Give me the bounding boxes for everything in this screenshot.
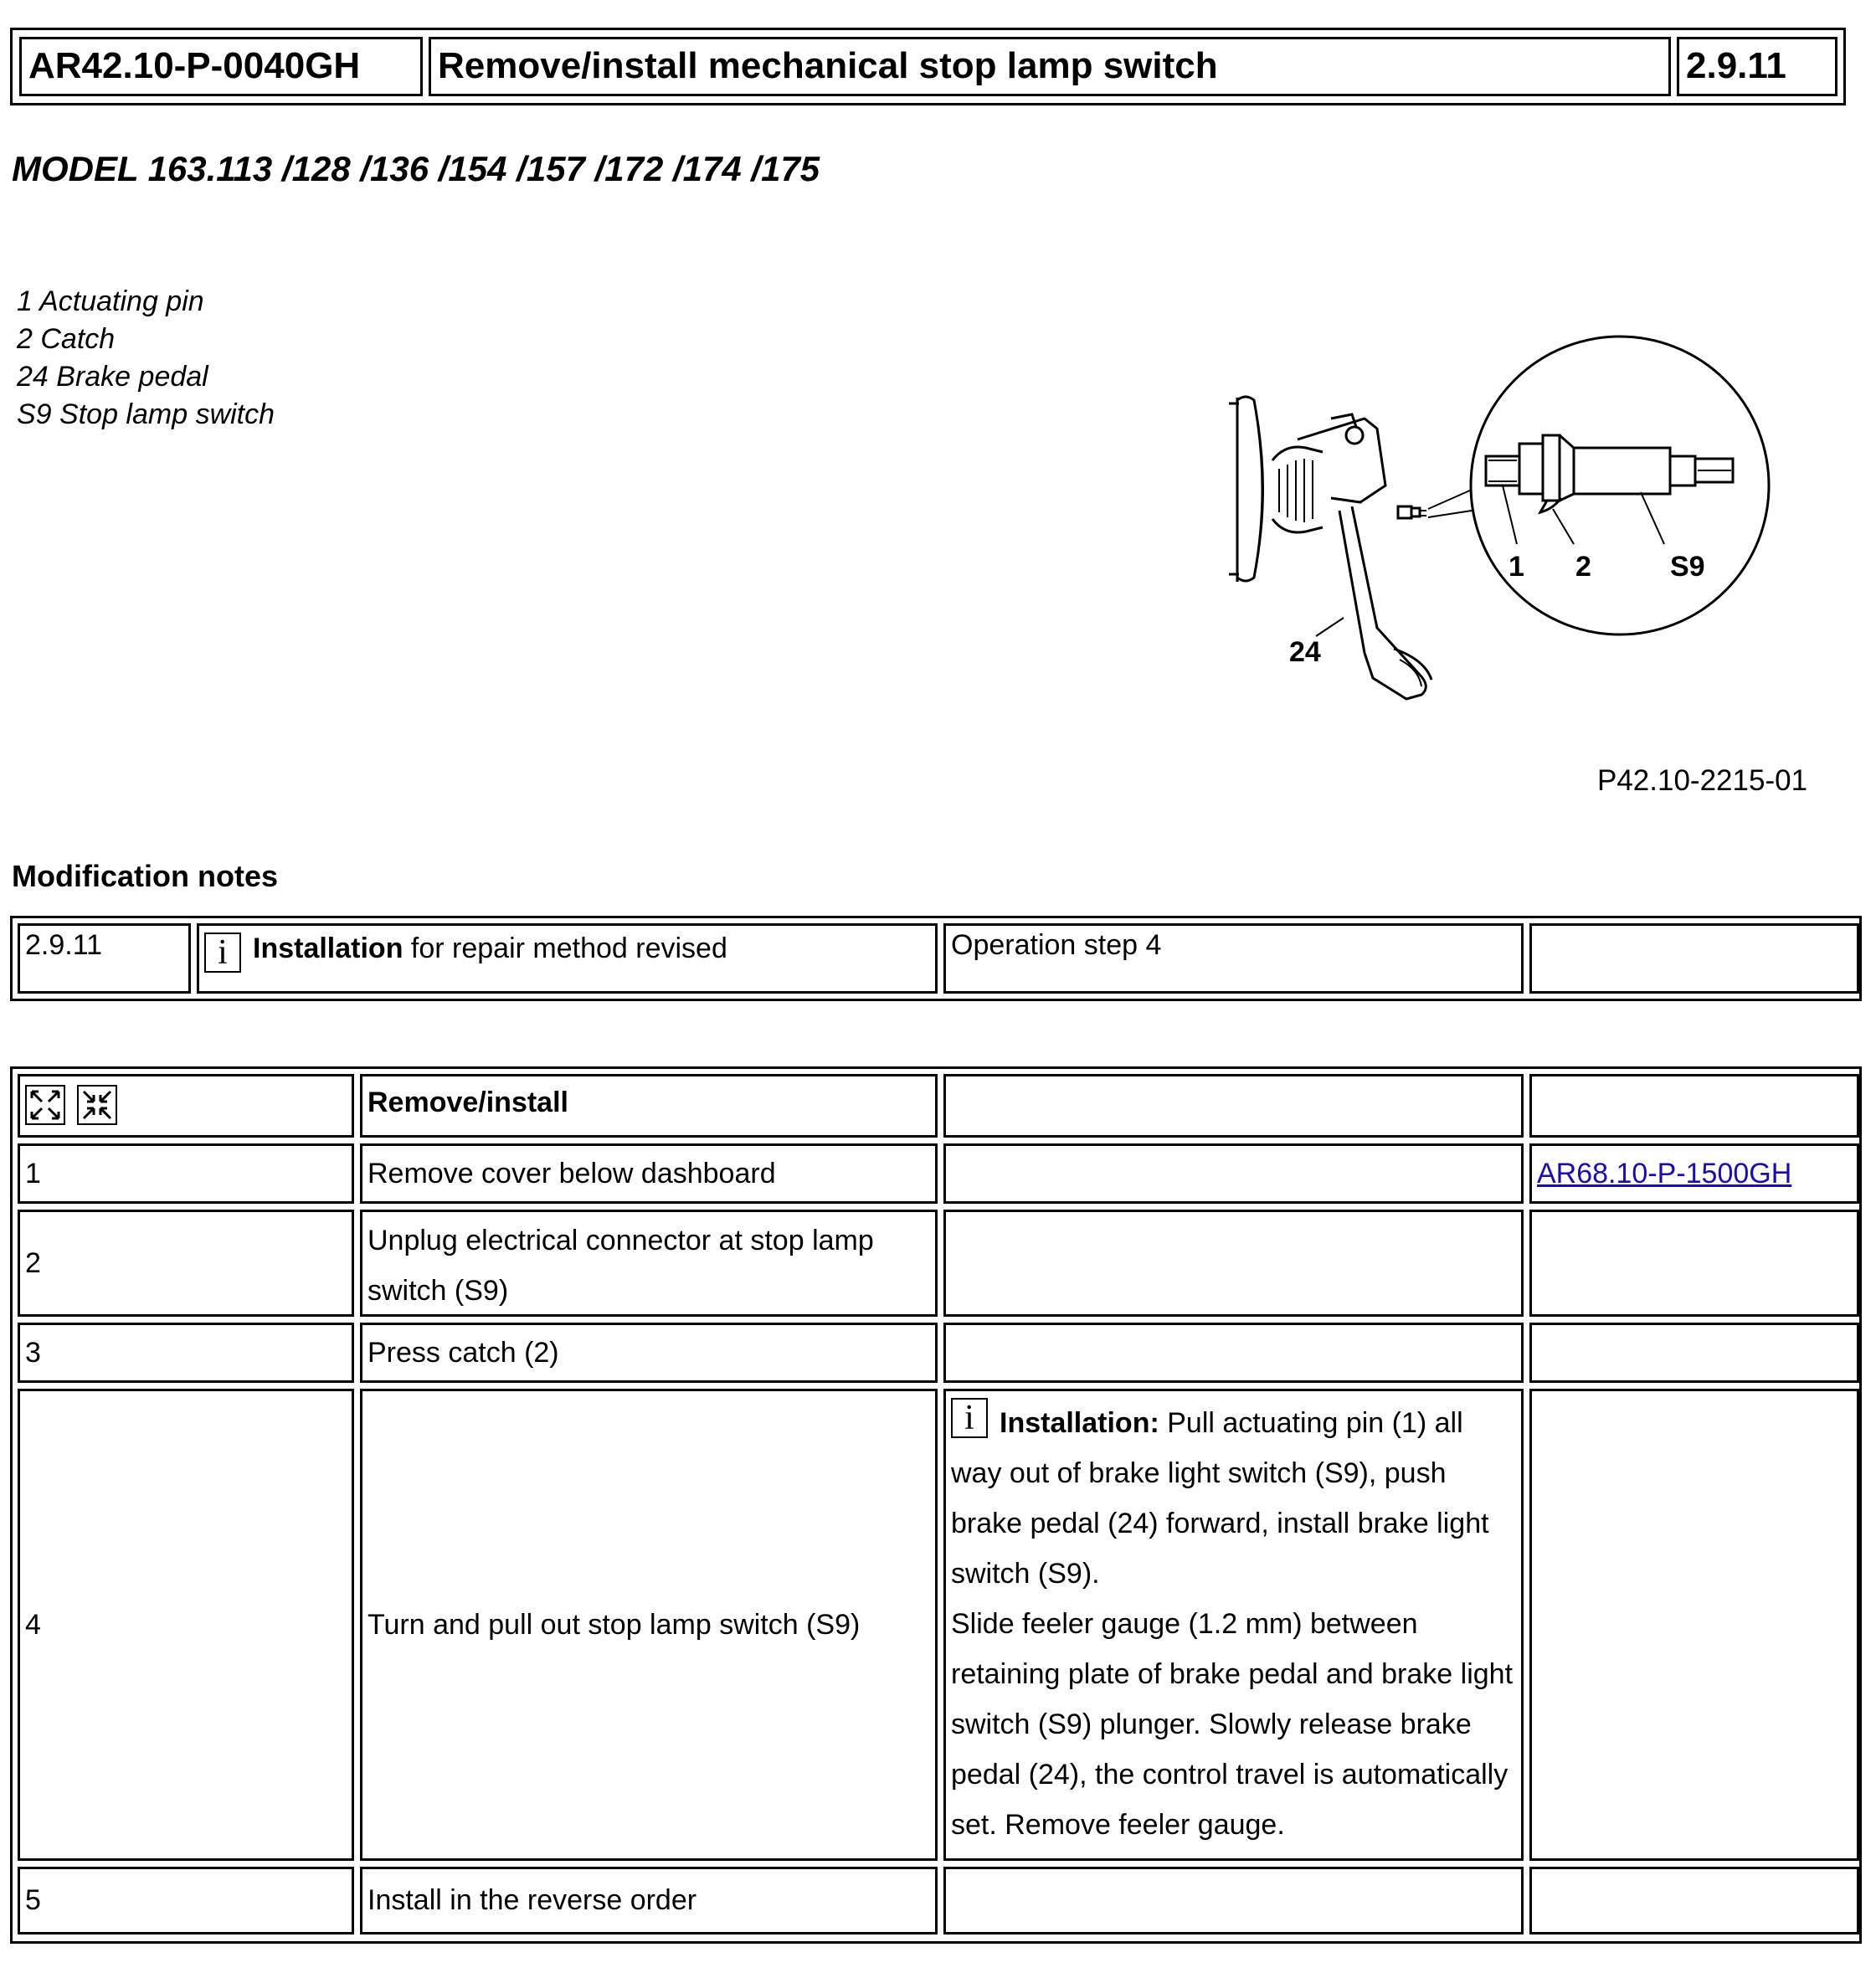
step-number: 2	[18, 1210, 354, 1317]
mod-version-cell: 2.9.11	[18, 923, 191, 994]
step-text: Press catch (2)	[360, 1323, 938, 1383]
callout-2: 2	[1575, 551, 1591, 583]
legend-item: 2 Catch	[17, 323, 116, 355]
document-version: 2.9.11	[1677, 37, 1837, 96]
mod-extra-cell	[1529, 923, 1859, 994]
installation-label: Installation:	[1000, 1407, 1159, 1439]
expand-all-button[interactable]	[25, 1085, 65, 1125]
step-ref-cell	[1529, 1323, 1859, 1383]
document-code: AR42.10-P-0040GH	[19, 37, 423, 96]
step-text: Remove cover below dashboard	[360, 1143, 938, 1204]
collapse-all-button[interactable]	[77, 1085, 117, 1125]
expand-icon	[27, 1087, 64, 1123]
mod-step-cell: Operation step 4	[943, 923, 1524, 994]
figure-id: P42.10-2215-01	[1597, 764, 1808, 797]
steps-table	[10, 1066, 1862, 1944]
step-note	[943, 1210, 1524, 1317]
step-ref-cell	[1529, 1389, 1859, 1861]
modification-notes-table	[10, 916, 1862, 1001]
callout-s9: S9	[1670, 551, 1705, 583]
step-text: Install in the reverse order	[360, 1867, 938, 1934]
installation-note-p2: Slide feeler gauge (1.2 mm) between retaining plate of brake pedal and brake light switch (S9) plunger. Slowly release brake pedal (24), the control travel is automatically set. Remove feeler gauge.	[951, 1608, 1514, 1841]
step-ref-cell	[1529, 1210, 1859, 1317]
steps-header-ref	[1529, 1074, 1859, 1138]
model-line: MODEL 163.113 /128 /136 /154 /157 /172 /174 /175	[12, 149, 820, 188]
document-header	[10, 28, 1846, 105]
mod-description-text: for repair method revised	[403, 933, 727, 964]
step-number: 1	[18, 1143, 354, 1204]
step-number: 4	[18, 1389, 354, 1861]
info-icon: i	[951, 1398, 988, 1438]
collapse-icon	[79, 1087, 116, 1123]
mod-description-bold: Installation	[253, 933, 403, 964]
legend-item: 1 Actuating pin	[17, 285, 204, 317]
document-title: Remove/install mechanical stop lamp switch	[429, 37, 1671, 96]
steps-header-note	[943, 1074, 1524, 1138]
mod-description-cell	[197, 923, 938, 994]
step-number: 5	[18, 1867, 354, 1934]
info-icon: i	[204, 933, 241, 973]
step-note	[943, 1389, 1524, 1861]
step-text: Turn and pull out stop lamp switch (S9)	[360, 1389, 938, 1861]
legend-item: 24 Brake pedal	[17, 361, 208, 393]
stop-lamp-switch-illustration	[1205, 293, 1791, 712]
step-ref-cell	[1529, 1867, 1859, 1934]
step-ref-cell	[1529, 1143, 1859, 1204]
callout-1: 1	[1509, 551, 1524, 583]
step-text: Unplug electrical connector at stop lamp switch (S9)	[360, 1210, 938, 1317]
figure-legend	[17, 283, 275, 434]
steps-header-controls	[18, 1074, 354, 1138]
modification-notes-title: Modification notes	[12, 859, 278, 893]
step-note	[943, 1323, 1524, 1383]
installation-note-p1	[951, 1398, 1516, 1599]
steps-header-title: Remove/install	[360, 1074, 938, 1138]
legend-item: S9 Stop lamp switch	[17, 398, 275, 430]
installation-text: Pull actuating pin (1) all way out of brake light switch (S9), push brake pedal (24) forward, install brake light switch (S9).	[951, 1407, 1489, 1590]
callout-24: 24	[1289, 636, 1321, 668]
step-ref-link[interactable]: AR68.10-P-1500GH	[1537, 1157, 1792, 1189]
step-number: 3	[18, 1323, 354, 1383]
step-note	[943, 1143, 1524, 1204]
step-note	[943, 1867, 1524, 1934]
